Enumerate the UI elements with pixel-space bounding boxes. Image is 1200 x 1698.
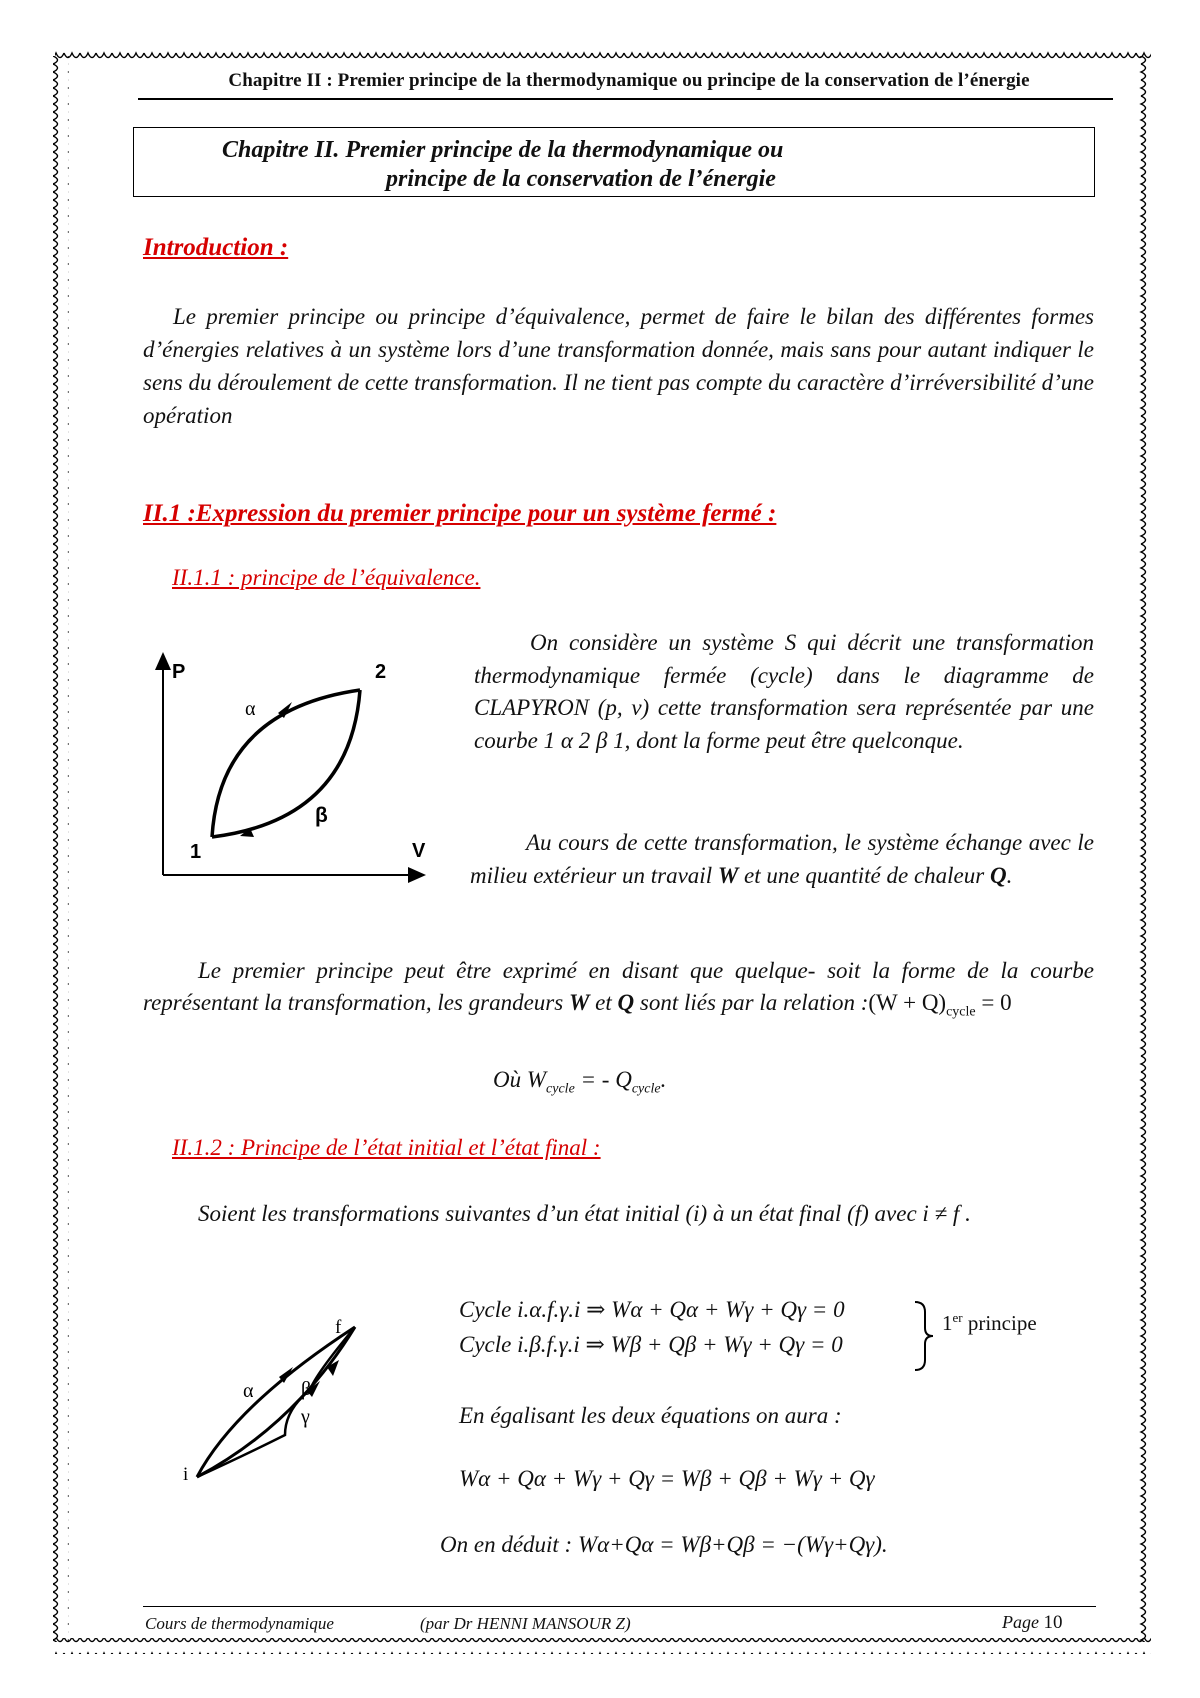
point-2-label: 2 [375,661,387,683]
first-principle-text-2: et [589,990,618,1015]
exchange-text-3: . [1006,862,1013,888]
exchange-text-2: et une quantité de chaleur [738,862,990,888]
point-1-label: 1 [190,841,202,863]
point-i-label: i [183,1464,189,1485]
axis-p-label: P [172,661,186,683]
section-ii1-heading: II.1 :Expression du premier principe pour un système fermé : [143,500,777,527]
initial-final-diagram [175,1315,375,1495]
path-beta [197,1327,355,1477]
relation-subscript: cycle [946,1004,976,1020]
combined-equation: Wα + Qα + Wγ + Qγ = Wβ + Qβ + Wγ + Qγ [459,1466,875,1491]
brace-icon [912,1300,936,1372]
section-ii11-heading: II.1.1 : principe de l’équivalence. [172,565,481,590]
first-principle-text-1: Le premier principe peut être exprimé en disant que quelque- soit la forme de la courbe représentant la transformation, les grandeurs [143,958,1094,1015]
w-cycle-equation [493,1067,666,1098]
deduction-equation: On en déduit : Wα+Qα = Wβ+Qβ = −(Wγ+Qγ). [440,1532,888,1557]
egalisant-text: En égalisant les deux équations on aura : [459,1403,842,1428]
work-symbol: W [717,862,739,888]
ou-subscript-2: cycle [631,1081,661,1097]
beta-label: β [315,804,328,827]
cycle-description-paragraph: On considère un système S qui décrit une transformation thermodynamique fermée (cycle) dans le diagramme de CLAPYRON (p, v) cette transformation sera représentée par une courbe 1 α 2 β 1, dont la forme peut être quelconque. [474,630,1094,753]
beta-label-2: β [301,1378,312,1400]
heat-symbol: Q [989,862,1007,888]
work-symbol-2: W [568,990,590,1015]
principe-word: principe [962,1311,1037,1335]
footer-course: Cours de thermodynamique [145,1614,334,1633]
gamma-label: γ [301,1406,310,1428]
introduction-paragraph: Le premier principe ou principe d’équivalence, permet de faire le bilan des différentes formes d’énergies relatives à un système lors d’une transformation donnée, mais sans pour autant indiquer le sens du déroulement de cette transformation. Il ne tient pas compte du caractère d’irréversibilité d’une opération [143,304,1094,428]
gamma-arrow-icon [327,1360,339,1376]
ou-middle: = - Q [574,1067,632,1092]
section-ii12-heading: II.1.2 : Principe de l’état initial et l’état final : [172,1135,601,1160]
footer-rule [143,1606,1096,1607]
principe-number: 1 [942,1311,953,1335]
principe-superscript: er [952,1310,963,1325]
cycle-alpha-equation: Cycle i.α.f.γ.i ⇒ Wα + Qα + Wγ + Qγ = 0 [459,1297,845,1322]
heat-symbol-2: Q [617,990,635,1015]
first-principle-label [942,1310,1037,1336]
introduction-heading: Introduction : [143,234,289,261]
running-header: Chapitre II : Premier principe de la thermodynamique ou principe de la conservation de l’énergie [228,70,1030,91]
chapter-title-box [133,127,1095,197]
transformations-paragraph: Soient les transformations suivantes d’un état initial (i) à un état final (f) avec i ≠ f . [198,1201,971,1226]
ou-subscript-1: cycle [546,1081,575,1097]
alpha-label: α [245,698,256,720]
footer-author: (par Dr HENNI MANSOUR Z) [420,1614,631,1633]
ou-prefix: Où W [493,1067,547,1092]
alpha-label-2: α [243,1380,254,1402]
chapter-title-line-1: Chapitre II. Premier principe de la thermodynamique ou [222,137,784,163]
point-f-label: f [335,1317,342,1338]
chapter-title-line-2: principe de la conservation de l’énergie [386,166,776,192]
footer-page [1002,1612,1062,1634]
ou-end: . [660,1067,667,1092]
page-number: 10 [1043,1612,1063,1633]
page-label: Page [1002,1612,1039,1632]
path-gamma [197,1327,355,1477]
exchange-text-1: Au cours de cette transformation, le système échange avec le milieu extérieur un travail [470,830,1094,888]
relation-lhs: (W + Q) [868,990,947,1015]
clapeyron-diagram [150,650,440,890]
axis-v-label: V [412,840,426,862]
first-principle-text-3: sont liés par la relation : [634,990,869,1015]
first-principle-paragraph [143,955,1094,1029]
exchange-paragraph [470,827,1094,892]
cycle-beta-equation: Cycle i.β.f.γ.i ⇒ Wβ + Qβ + Wγ + Qγ = 0 [459,1332,843,1357]
header-rule [138,98,1113,100]
cycle-relation [868,990,1012,1020]
path-alpha [197,1327,355,1477]
relation-rhs: = 0 [975,990,1012,1015]
